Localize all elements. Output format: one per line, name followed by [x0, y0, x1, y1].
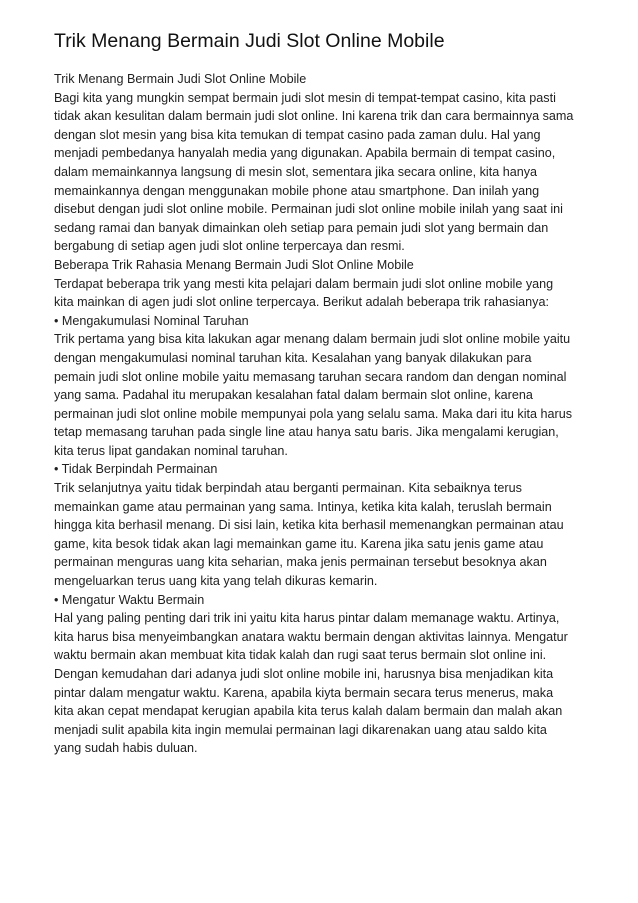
- text-line: tetap memasang taruhan pada single line atau hanya satu baris. Jika mengalami kerugian,: [54, 425, 559, 440]
- text-line: • Mengakumulasi Nominal Taruhan: [54, 313, 249, 328]
- document-title: Trik Menang Bermain Judi Slot Online Mobile: [54, 30, 445, 52]
- text-line: Bagi kita yang mungkin sempat bermain judi slot mesin di tempat-tempat casino, kita pasti: [54, 90, 556, 105]
- text-line: • Tidak Berpindah Permainan: [54, 462, 218, 477]
- text-line: game, kita besok tidak akan lagi memainkan game itu. Karena jika satu jenis game atau: [54, 536, 544, 551]
- text-line: menjadi sulit apabila kita ingin memulai permainan lagi dikarenakan uang atau saldo kita: [54, 722, 547, 737]
- document-page: [54, 28, 594, 758]
- text-line: hingga kita berhasil menang. Di sisi lain, ketika kita berhasil memenangkan permainan atau: [54, 518, 564, 533]
- text-line: yang sudah habis duluan.: [54, 741, 198, 756]
- text-line: memainkan game atau permainan yang sama. Intinya, ketika kita kalah, teruslah bermain: [54, 499, 552, 514]
- text-line: dengan slot mesin yang bisa kita temukan di tempat casino pada zaman dulu. Hal yang: [54, 127, 541, 142]
- text-line: yang sama. Padahal itu merupakan kesalahan fatal dalam bermain slot online, karena: [54, 388, 533, 403]
- text-line: dalam memainkannya langsung di mesin slot, sementara jika secara online, kita hanya: [54, 164, 538, 179]
- text-line: mengeluarkan terus uang kita yang telah dikuras kemarin.: [54, 574, 378, 589]
- text-line: permainan judi slot online mobile mempunyai pola yang selalu sama. Maka dari itu kita harus: [54, 406, 573, 421]
- text-line: sedang ramai dan banyak dimainkan oleh setiap para pemain judi slot yang bermain dan: [54, 220, 549, 235]
- text-line: pintar dalam mengatur waktu. Karena, apabila kiyta bermain secara terus menerus, maka: [54, 685, 554, 700]
- text-line: Trik pertama yang bisa kita lakukan agar menang dalam bermain judi slot online mobile yaitu: [54, 332, 571, 347]
- text-line: kita harus bisa menyeimbangkan anatara waktu bermain dengan aktivitas lainnya. Mengatur: [54, 629, 568, 644]
- text-line: Beberapa Trik Rahasia Menang Bermain Judi Slot Online Mobile: [54, 257, 414, 272]
- text-line: permainan menguras uang kita seharian, maka jenis permainan tersebut besoknya akan: [54, 555, 547, 570]
- text-line: dengan mengakumulasi nominal taruhan kita. Kesalahan yang banyak dilakukan para: [54, 350, 532, 365]
- text-line: pemain judi slot online mobile yaitu memasang taruhan secara random dan dengan nominal: [54, 369, 567, 384]
- text-line: waktu bermain akan membuat kita tidak kalah dan rugi saat terus bermain slot online ini.: [54, 648, 547, 663]
- text-line: Terdapat beberapa trik yang mesti kita pelajari dalam bermain judi slot online mobile yang: [54, 276, 554, 291]
- text-line: kita terus lipat gandakan nominal taruhan.: [54, 443, 288, 458]
- text-line: kita mainkan di agen judi slot online terpercaya. Berikut adalah beberapa trik rahasianya:: [54, 295, 549, 310]
- text-line: Dengan kemudahan dari adanya judi slot online mobile ini, harusnya bisa menjadikan kita: [54, 667, 554, 681]
- text-line: Trik selanjutnya yaitu tidak berpindah atau berganti permainan. Kita sebaiknya terus: [54, 481, 522, 496]
- text-line: Trik Menang Bermain Judi Slot Online Mobile: [54, 72, 307, 86]
- text-line: tidak akan kesulitan dalam bermain judi slot online. Ini karena trik dan cara bermainnya sama: [54, 109, 574, 124]
- text-line: kita akan cepat mendapat kerugian apabila kita terus kalah dalam bermain dan malah akan: [54, 704, 563, 719]
- document-body: [54, 70, 594, 758]
- text-line: menjadi pembedanya hanyalah media yang digunakan. Apabila bermain di tempat casino,: [54, 146, 556, 161]
- text-line: memainkannya dengan menggunakan mobile phone atau smartphone. Dan inilah yang: [54, 183, 540, 198]
- text-line: bergabung di setiap agen judi slot online terpercaya dan resmi.: [54, 239, 405, 254]
- text-line: • Mengatur Waktu Bermain: [54, 592, 205, 607]
- text-line: disebut dengan judi slot online mobile. Permainan judi slot online mobile inilah yang saat ini: [54, 202, 563, 217]
- text-line: Hal yang paling penting dari trik ini yaitu kita harus pintar dalam memanage waktu. Artinya,: [54, 611, 560, 626]
